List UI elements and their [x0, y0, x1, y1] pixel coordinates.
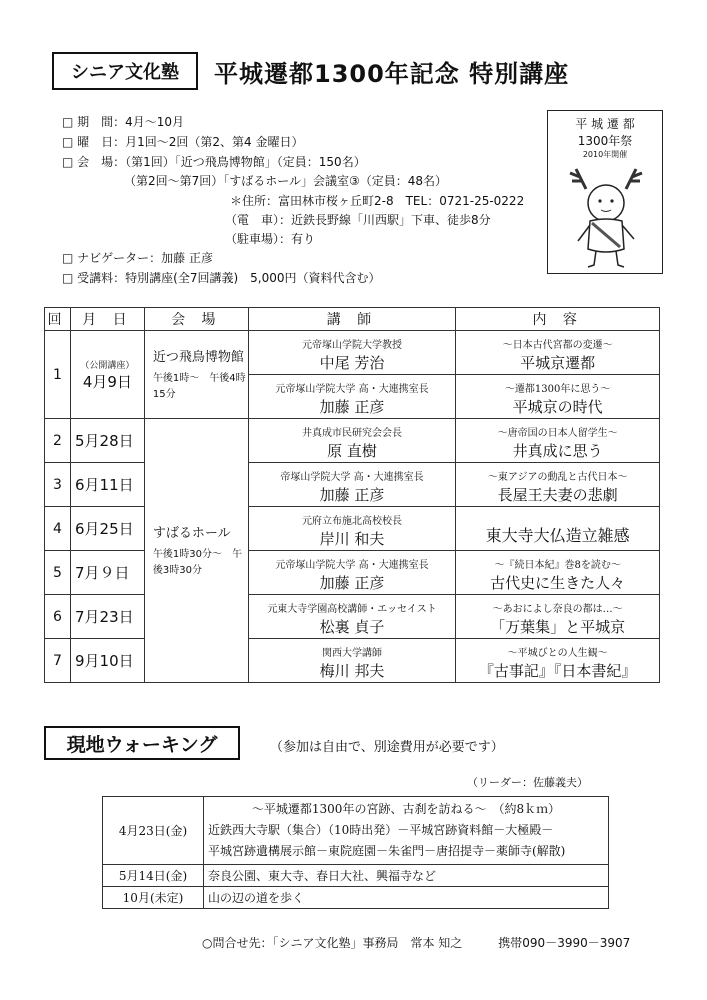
content-subtitle: ～唐帝国の日本人留学生～: [497, 427, 618, 439]
lecturer-cell: [248, 331, 456, 375]
col-header-date: 月 日: [70, 308, 144, 331]
row-date: 9月10日: [70, 639, 144, 683]
row-number: 6: [45, 595, 71, 639]
org-label: シニア文化塾: [52, 52, 198, 90]
walking-title: 現地ウォーキング: [44, 726, 240, 760]
col-header-lecturer: 講 師: [248, 308, 456, 331]
lecturer-cell: [248, 639, 456, 683]
walk-route-line: 奈良公園、東大寺、春日大社、興福寺など: [208, 869, 437, 883]
mascot-box: [547, 110, 663, 274]
mascot-line-2: 1300年祭: [577, 134, 633, 148]
content-cell: [456, 639, 660, 683]
table-row: [45, 331, 660, 375]
row-date: 7月９日: [70, 551, 144, 595]
content-title: 東大寺大仏造立雑感: [485, 526, 630, 545]
info-venue-1: □ 会 場：（第1回）「近つ飛鳥博物館」（定員：150名）: [62, 155, 366, 169]
venue-cell-1: [144, 331, 248, 419]
content-title: 古代史に生きた人々: [490, 573, 626, 592]
content-title: 「万葉集」と平城京: [490, 617, 626, 636]
lecturer-name: 加藤 正彦: [319, 397, 385, 416]
table-row: [45, 639, 660, 683]
content-title: 平城京の時代: [512, 397, 603, 416]
lecturer-name: 梅川 邦夫: [319, 661, 385, 680]
row-number: 3: [45, 463, 71, 507]
contact-footer: ○問合せ先：「シニア文化塾」事務局 常本 知之 携帯090－3990－3907: [202, 936, 631, 950]
public-lecture-note: （公開講座）: [80, 360, 135, 371]
info-address: ＊住所：富田林市桜ヶ丘町2-8 TEL：0721-25-0222: [230, 194, 525, 208]
content-subtitle: ～東アジアの動乱と古代日本～: [487, 471, 628, 483]
content-cell: [456, 551, 660, 595]
content-cell: [456, 507, 660, 551]
info-day: □ 曜 日：月1回～2回（第2、第4 金曜日）: [62, 135, 304, 149]
lecturer-affiliation: 井真成市民研究会会長: [302, 427, 403, 439]
content-cell: [456, 595, 660, 639]
lecture-table: [44, 307, 660, 683]
lecturer-name: 加藤 正彦: [319, 573, 385, 592]
walking-note: （参加は自由で、別途費用が必要です）: [270, 740, 504, 755]
row-date: 6月25日: [70, 507, 144, 551]
walk-route-line: 山の辺の道を歩く: [208, 891, 305, 905]
venue-name: すばるホール: [152, 526, 231, 541]
content-cell: [456, 331, 660, 375]
lecturer-affiliation: 元帝塚山学院大学教授: [302, 339, 403, 351]
venue-time: 午後1時～ 午後4時15分: [152, 373, 246, 400]
mascot-figure-icon: [558, 163, 654, 271]
content-title: 井真成に思う: [512, 441, 603, 460]
lecturer-name: 中尾 芳治: [319, 353, 385, 372]
col-header-venue: 会 場: [144, 308, 248, 331]
content-title: 平城京遷都: [520, 353, 596, 372]
row-number: 4: [45, 507, 71, 551]
table-row: [45, 419, 660, 463]
lecturer-name: 加藤 正彦: [319, 485, 385, 504]
mascot-line-1: 平 城 遷 都: [575, 117, 635, 131]
venue-cell-2: [144, 419, 248, 683]
content-subtitle: ～遷都1300年に思う～: [504, 383, 611, 395]
lecturer-affiliation: 帝塚山学院大学 高・大連携室長: [280, 471, 424, 483]
venue-time: 午後1時30分～ 午後3時30分: [152, 549, 242, 576]
lecturer-cell: [248, 463, 456, 507]
table-row: [103, 797, 609, 865]
page-title: 平城遷都1300年記念 特別講座: [214, 60, 570, 88]
content-subtitle: ～日本古代宮都の変遷～: [502, 339, 613, 351]
walking-leader: （リーダー：佐藤義夫）: [467, 776, 588, 789]
info-parking: （駐車場）：有り: [225, 232, 316, 246]
walk-date: 10月(未定): [103, 887, 204, 909]
content-cell: [456, 419, 660, 463]
info-venue-2: （第2回～第7回）「すばるホール」会議室③（定員：48名）: [124, 174, 448, 188]
content-title: 『古事記』『日本書紀』: [478, 661, 637, 680]
venue-name: 近つ飛鳥博物館: [152, 350, 244, 365]
row-date-text: 4月9日: [82, 372, 132, 391]
info-fee: □ 受講料：特別講座(全7回講義) 5,000円（資料代含む）: [62, 271, 381, 285]
lecturer-affiliation: 関西大学講師: [322, 647, 383, 659]
row-date: 7月23日: [70, 595, 144, 639]
lecturer-cell: [248, 507, 456, 551]
col-header-number: 回: [45, 308, 71, 331]
walk-date: 5月14日(金): [103, 865, 204, 887]
table-header-row: [45, 308, 660, 331]
walk-route-line: 近鉄西大寺駅（集合）（10時出発）－平城宮跡資料館－大極殿－: [208, 823, 554, 837]
row-number: 1: [45, 331, 71, 419]
row-number: 5: [45, 551, 71, 595]
walk-route-line: 平城宮跡遺構展示館－東院庭園－朱雀門－唐招提寺－薬師寺(解散): [208, 844, 566, 858]
row-date: 6月11日: [70, 463, 144, 507]
content-cell: [456, 375, 660, 419]
lecturer-name: 岸川 和夫: [319, 529, 385, 548]
content-subtitle: ～あおによし奈良の都は…～: [492, 603, 623, 615]
lecturer-name: 原 直樹: [327, 441, 377, 460]
table-row: [45, 507, 660, 551]
content-subtitle: ～平城びとの人生観～: [507, 647, 608, 659]
content-cell: [456, 463, 660, 507]
lecturer-affiliation: 元帝塚山学院大学 高・大連携室長: [275, 559, 429, 571]
lecturer-affiliation: 元帝塚山学院大学 高・大連携室長: [275, 383, 429, 395]
lecturer-name: 松裏 貞子: [319, 617, 385, 636]
info-train: （電 車）：近鉄長野線「川西駅」下車、徒歩8分: [225, 213, 491, 227]
content-title: 長屋王夫妻の悲劇: [497, 485, 618, 504]
lecturer-cell: [248, 375, 456, 419]
walk-route: [204, 865, 609, 887]
table-row: [45, 551, 660, 595]
table-row: [45, 595, 660, 639]
lecturer-cell: [248, 551, 456, 595]
walk-route: [204, 797, 609, 865]
info-period: □ 期 間：4月～10月: [62, 115, 185, 129]
lecturer-affiliation: 元府立布施北高校校長: [302, 515, 403, 527]
mascot-line-3: 2010年開催: [582, 150, 628, 159]
lecturer-cell: [248, 595, 456, 639]
walk-route-line: ～平城遷都1300年の宮跡、古刹を訪ねる～ （約8ｋｍ）: [251, 802, 561, 816]
row-date: [70, 331, 144, 419]
table-row: [103, 865, 609, 887]
walk-date: 4月23日(金): [103, 797, 204, 865]
walking-table: [102, 796, 609, 909]
row-date: 5月28日: [70, 419, 144, 463]
content-subtitle: ～『続日本紀』巻8を読む～: [494, 559, 621, 571]
row-number: 7: [45, 639, 71, 683]
row-number: 2: [45, 419, 71, 463]
col-header-content: 内 容: [456, 308, 660, 331]
lecturer-affiliation: 元東大寺学園高校講師・エッセイスト: [267, 603, 437, 615]
table-row: [103, 887, 609, 909]
walk-route: [204, 887, 609, 909]
info-navigator: □ ナビゲーター：加藤 正彦: [62, 251, 213, 265]
table-row: [45, 463, 660, 507]
lecturer-cell: [248, 419, 456, 463]
